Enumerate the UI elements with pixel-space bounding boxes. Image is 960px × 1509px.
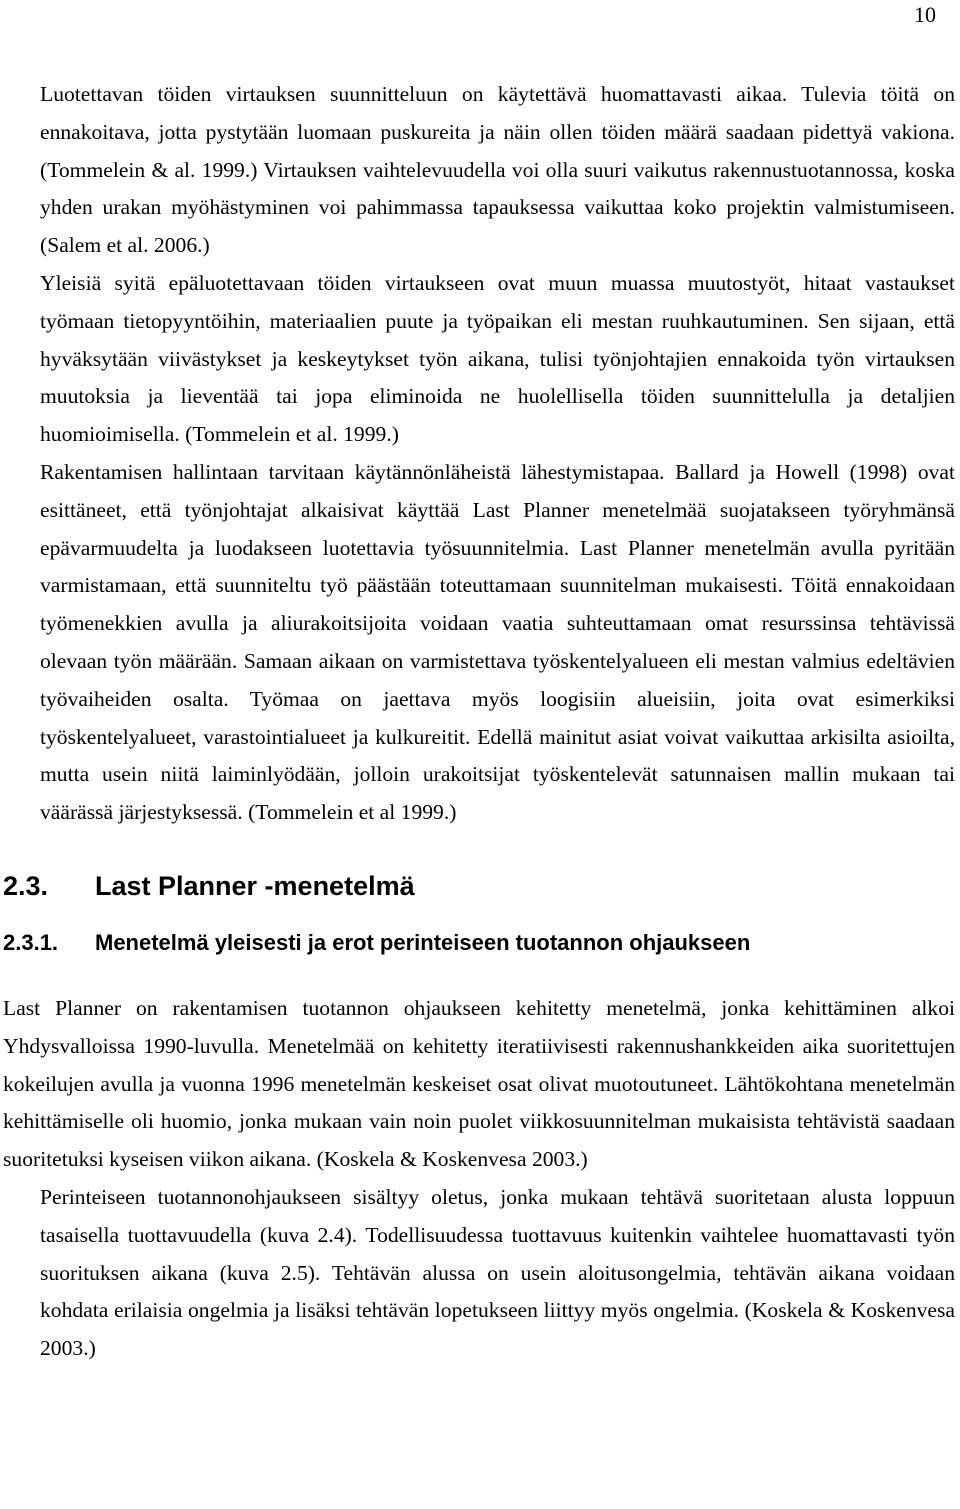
subsection-number: 2.3.1. [3, 929, 59, 955]
section-title: Last Planner -menetelmä [95, 870, 415, 901]
subsection-title: Menetelmä yleisesti ja erot perinteiseen tuotannon ohjaukseen [95, 929, 751, 955]
paragraph-last-planner-tausta-text: Rakentamisen hallintaan tarvitaan käytännönläheistä lähestymistapaa. Ballard ja Howell (1998) ovat esittäneet, että työnjohtajat alkaisivat käyttää Last Planner menetelmää suojatakseen työryhmänsä epävarmuudelta ja luodakseen luotettavia työsuunnitelmia. Last Planner menetelmän avulla pyritään varmistamaan, että suunniteltu työ päästään toteuttamaan suunnitelman mukaisesti. Töitä ennakoidaan työmenekkien avulla ja aliurakoitsijoita voidaan vaatia suhteuttamaan omat resurssinsa tehtävissä olevaan työn määrään. Samaan aikaan on varmistettava työskentelyalueen eli mestan valmius edeltävien työvaiheiden osalta. Työmaa on jaettava myös loogisiin alueisiin, joita ovat esimerkiksi työskentelyalueet, varastointialueet ja kulkureitit. Edellä mainitut asiat voivat vaikuttaa arkisilta asioilta, mutta usein niitä laiminlyödään, jolloin urakoitsijat työskentelevät satunnaisen mallin mukaan tai väärässä järjestyksessä. [40, 459, 955, 825]
paragraph-citation: (Tommelein et al 1999.) [248, 800, 457, 825]
paragraph-last-planner-kehitys: Last Planner on rakentamisen tuotannon ohjaukseen kehitetty menetelmä, jonka kehittäminen alkoi Yhdysvalloissa 1990-luvulla. Menetelmää on kehitetty iteratiivisesti rakennushankkeiden aika suoritettujen kokeilujen avulla ja vuonna 1996 menetelmän keskeiset osat olivat muotoutuneet. Lähtökohtana menetelmän kehittämiselle oli huomio, jonka mukaan vain noin puolet viikkosuunnitelman mukaisista tehtävistä saadaan suoritetuksi kyseisen viikon aikana. (Koskela & Koskenvesa 2003.) [3, 995, 955, 1172]
paragraph-last-planner-tausta [3, 454, 955, 832]
paragraph-virtaus-suunnittelu: Luotettavan töiden virtauksen suunnitteluun on käytettävä huomattavasti aikaa. Tulevia töitä on ennakoitava, jotta pystytään luomaan puskureita ja näin ollen töiden määrä saadaan pidettyä vakiona. (Tommelein & al. 1999.) Virtauksen vaihtelevuudella voi olla suuri vaikutus rakennustuotannossa, koska yhden urakan myöhästyminen voi pahimmassa tapauksessa vaikuttaa koko projektin valmistumiseen. (Salem et al. 2006.) [40, 82, 955, 258]
section-number: 2.3. [3, 870, 49, 901]
paragraph-perinteinen-ohjaus: Perinteiseen tuotannonohjaukseen sisältyy oletus, jonka mukaan tehtävä suoritetaan alusta loppuun tasaisella tuottavuudella (kuva 2.4). Todellisuudessa tuottavuus kuitenkin vaihtelee huomattavasti työn suorituksen aikana (kuva 2.5). Tehtävän alussa on usein aloitusongelmia, tehtävän aikana voidaan kohdata erilaisia ongelmia ja lisäksi tehtävän lopetukseen liittyy myös ongelmia. (Koskela & Koskenvesa 2003.) [40, 1184, 955, 1361]
section-heading [3, 868, 955, 904]
page-content [3, 76, 955, 1368]
paragraph-epaluotettava-virtaus: Yleisiä syitä epäluotettavaan töiden virtaukseen ovat muun muassa muutostyöt, hitaat vastaukset työmaan tietopyyntöihin, materiaalien puute ja työpaikan eli mestan ruuhkautuminen. Sen sijaan, että hyväksytään viivästykset ja keskeytykset työn aikana, tulisi työnjohtajien ennakoida työn virtauksen muutoksia ja lieventää tai jopa eliminoida ne huolellisella töiden suunnittelulla ja detaljien huomioimisella. (Tommelein et al. 1999.) [40, 270, 955, 447]
page-number: 10 [914, 2, 936, 27]
subsection-heading [3, 928, 955, 958]
